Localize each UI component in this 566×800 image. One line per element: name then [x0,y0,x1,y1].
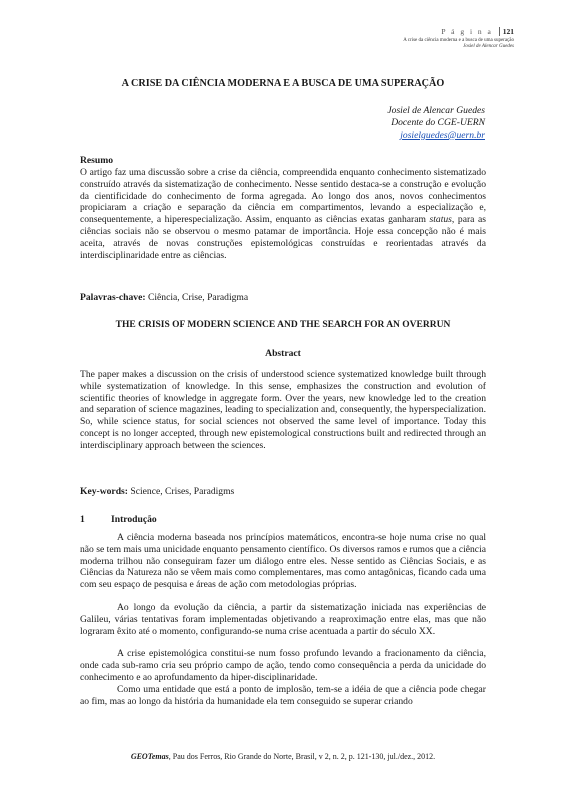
keywords-pt-label: Palavras-chave: [80,292,146,303]
resumo-text-part1: O artigo faz uma discussão sobre a crise da ciência, compreendida enquanto conhecimento sistematizado construído através da sistematização de conhecimento. Nesse sentido destaca-se a construção e evolução da cientificidade do conhecimento de forma agregada. Ao longo dos anos, novos conhecimentos propiciaram a criação e separação da ciência em compartimentos, levando a especialização e, consequentemente, a hiperespecialização. Assim, enquanto as ciências exatas ganharam [80,167,486,226]
resumo-heading: Resumo [80,155,114,166]
running-head [274,27,514,50]
article-title-pt: A CRISE DA CIÊNCIA MODERNA E A BUSCA DE UMA SUPERAÇÃO [121,78,445,89]
author-name: Josiel de Alencar Guedes [387,105,485,116]
section-number: 1 [80,514,85,525]
page-number-line [274,27,514,36]
body-text [80,532,486,707]
resumo-text [80,167,486,261]
paragraph: A crise epistemológica constitui-se num fosso profundo levando a fracionamento da ciência, onde cada sub-ramo cria seu próprio campo de ação, tendo como consequência a perda da unicidade do conhecimento e ao aprofundamento da hiper-disciplinaridade. [80,648,486,683]
page-label: P á g i n a [441,27,493,36]
abstract-text: The paper makes a discussion on the crisis of understood science systematized knowledge built through while systematization of knowledge. In this sense, emphasizes the construction and evolution of scientific theories of knowledge in aggregate form. Over the years, new knowledge led to the creation and separation of science magazines, leading to specialization and, consequently, the hyperspecialization. So, while science status, for social sciences not observed the same level of importance. Today this concept is no longer accepted, through new epistemological constructions built and redirected through an interdisciplinary approach between the sciences. [80,369,486,451]
resumo-text-part2: , para as ciências sociais não se observou o mesmo patamar de importância. Hoje essa concepção não é mais aceita, através de novas construções epistemológicas construídas e reorientadas através da interdisciplinaridade entre as ciências. [80,214,486,261]
page-number: 121 [499,27,514,36]
section-title: Introdução [111,514,157,525]
paragraph: A ciência moderna baseada nos princípios matemáticos, encontra-se hoje numa crise no qual não se tem mais uma unicidade enquanto pensamento científico. Os diversos ramos e rumos que a ciência moderna trilhou não conseguiram fazer um diálogo entre eles. Nesse sentido as Ciências Sociais, e as Ciências da Natureza não se vêem mais como complementares, mas como antagônicas, ficando cada uma com seu espaço de pesquisa e áreas de ação com metodologias próprias. [80,532,486,591]
resumo-italic-word: status [429,214,452,226]
abstract-heading: Abstract [265,348,301,359]
journal-name: GEOTemas [130,752,169,761]
running-head-title: A crise da ciência moderna e a busca de uma superação [403,38,514,43]
keywords-pt-text: Ciência, Crise, Paradigma [147,292,249,303]
author-affiliation: Docente do CGE-UERN [391,117,485,129]
article-title-en: THE CRISIS OF MODERN SCIENCE AND THE SEARCH FOR AN OVERRUN [115,320,451,330]
running-head-author: Josiel de Alencar Guedes [463,44,514,49]
keywords-en-text: Science, Crises, Paradigms [130,486,235,497]
footer-citation: , Pau dos Ferros, Rio Grande do Norte, Brasil, v 2, n. 2, p. 121-130, jul./dez., 2012. [168,752,436,761]
page-footer [0,752,566,761]
paragraph: Como uma entidade que está a ponto de implosão, tem-se a idéia de que a ciência pode chegar ao fim, mas ao longo da história da humanidade ela tem conseguido se superar criando [80,683,486,707]
author-email-link[interactable]: josielguedes@uern.br [400,129,485,141]
section-heading-introducao [80,514,486,526]
keywords-pt [80,292,486,304]
author-block [387,105,485,142]
keywords-en-label: Key-words: [80,486,128,497]
paragraph: Ao longo da evolução da ciência, a partir da sistematização iniciada nas experiências de Galileu, várias tentativas foram implementadas objetivando a reaproximação entre elas, mas que não lograram êxito até o momento, configurando-se numa crise acentuada a partir do século XX. [80,601,486,637]
keywords-en [80,486,486,498]
